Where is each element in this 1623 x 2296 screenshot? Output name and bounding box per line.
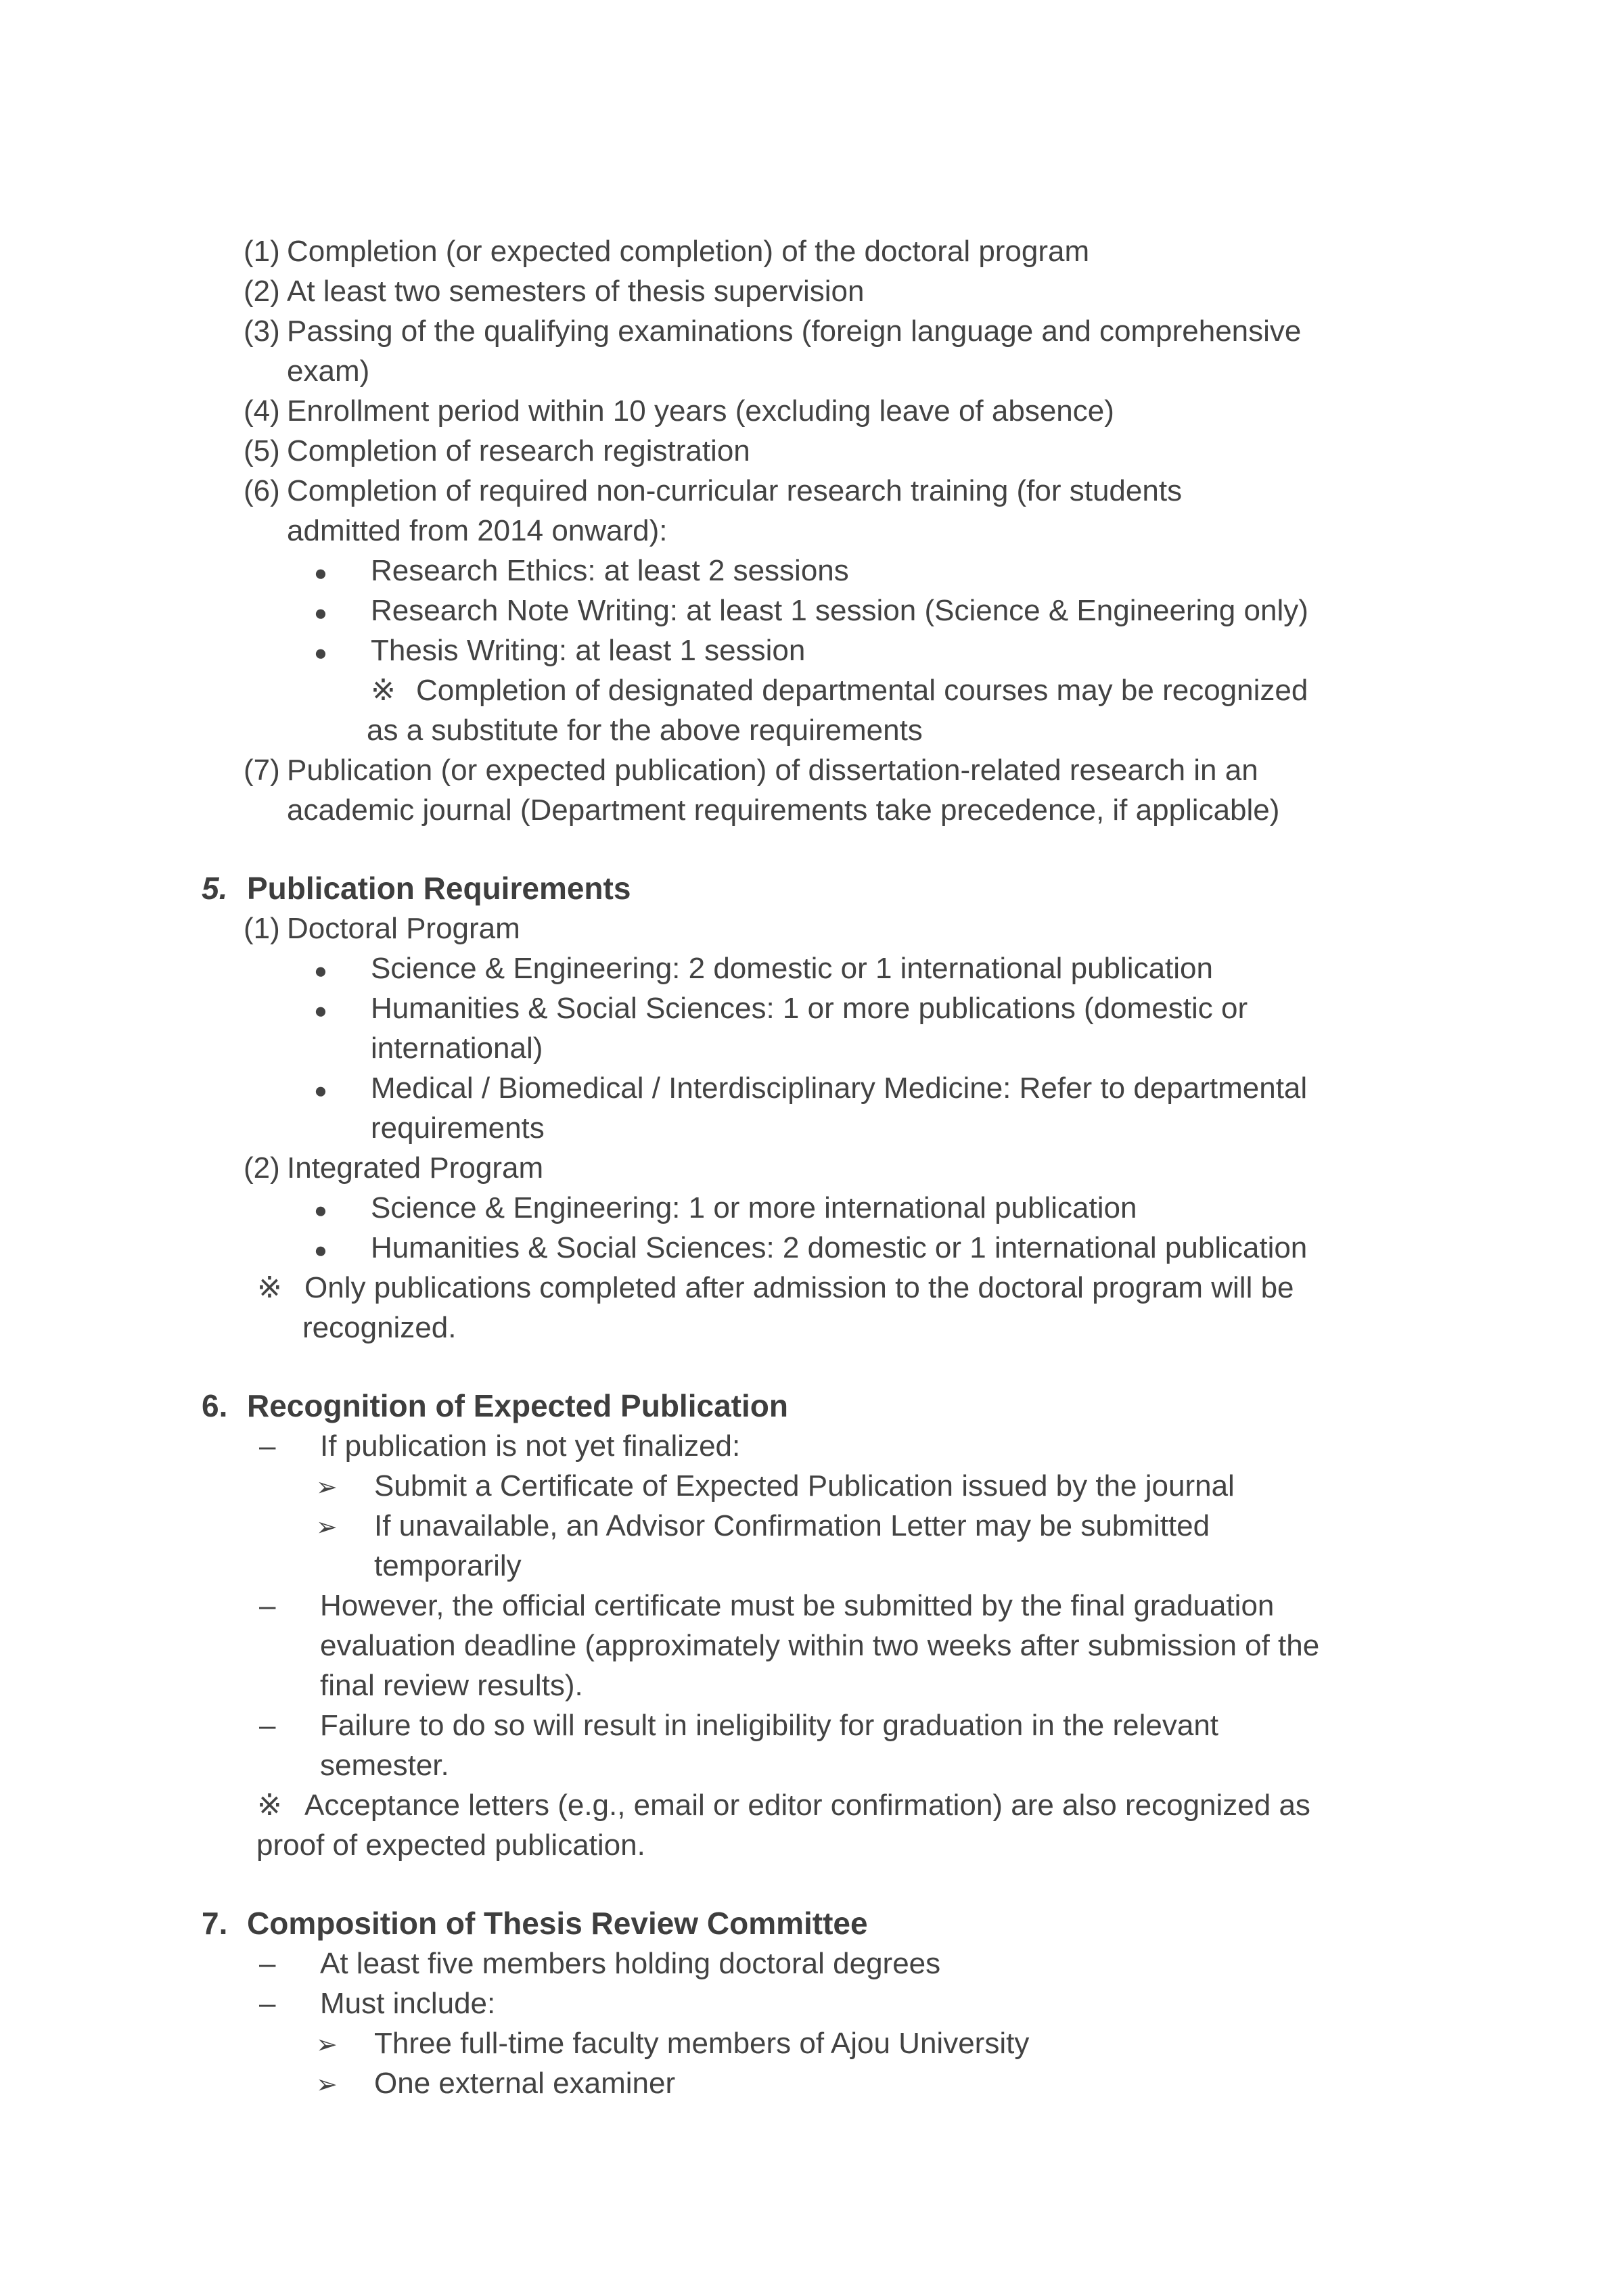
arrow-item [0,1506,1623,1546]
note-item-continued [0,1825,1623,1865]
item-text: Passing of the qualifying examinations (foreign language and comprehensive [287,315,1302,348]
arrow-item [0,2023,1623,2063]
note-item [0,1785,1623,1825]
arrow-icon: ➢ [316,1473,338,1502]
numbered-item-continued [0,511,1623,551]
bullet-item-continued [0,1028,1623,1068]
bullet-item [0,591,1623,630]
section-title: Publication Requirements [247,871,631,906]
item-text: Research Note Writing: at least 1 session (Science & Engineering only) [371,594,1308,627]
dash-icon: – [259,1947,276,1980]
dash-item [0,1426,1623,1466]
item-number: (2) [244,1151,280,1185]
item-number: (1) [244,235,280,268]
item-text: Medical / Biomedical / Interdisciplinary Medicine: Refer to departmental [371,1072,1308,1105]
numbered-item [0,271,1623,311]
item-text: temporarily [374,1549,522,1582]
item-text: At least two semesters of thesis supervision [287,275,865,308]
item-text: Acceptance letters (e.g., email or editor confirmation) are also recognized as [304,1789,1310,1822]
dash-icon: – [259,1429,276,1463]
item-text: Only publications completed after admission to the doctoral program will be [304,1271,1294,1304]
arrow-icon: ➢ [316,1513,338,1542]
item-text: One external examiner [374,2067,676,2100]
dash-item [0,1705,1623,1745]
bullet-icon: ● [314,998,327,1023]
item-number: (3) [244,315,280,348]
item-text: Humanities & Social Sciences: 1 or more publications (domestic or [371,992,1248,1025]
item-text: Three full-time faculty members of Ajou University [374,2027,1030,2060]
item-number: (1) [244,912,280,945]
item-text: Science & Engineering: 1 or more international publication [371,1191,1137,1224]
item-text: Completion (or expected completion) of the doctoral program [287,235,1090,268]
section-number: 6. [202,1388,228,1423]
bullet-item [0,948,1623,988]
numbered-item [0,391,1623,431]
numbered-item [0,431,1623,471]
item-text: academic journal (Department requirements take precedence, if applicable) [287,794,1280,827]
item-text: exam) [287,354,370,388]
item-text: admitted from 2014 onward): [287,514,668,547]
numbered-item-continued [0,790,1623,830]
bullet-item [0,1188,1623,1228]
numbered-item [0,231,1623,271]
dash-item [0,1983,1623,2023]
item-text: as a substitute for the above requirements [367,714,923,747]
numbered-item [0,471,1623,511]
item-text: Must include: [320,1987,496,2020]
item-text: At least five members holding doctoral degrees [320,1947,941,1980]
item-text: Completion of designated departmental courses may be recognized [416,674,1308,707]
dash-item [0,1586,1623,1626]
section-heading [0,1386,1623,1426]
item-text: requirements [371,1111,545,1145]
item-text: Submit a Certificate of Expected Publication issued by the journal [374,1469,1235,1502]
bullet-icon: ● [314,640,327,665]
section-title: Recognition of Expected Publication [247,1388,788,1423]
section-heading [0,1904,1623,1944]
item-text: semester. [320,1749,449,1782]
arrow-item-continued [0,1546,1623,1586]
arrow-item [0,1466,1623,1506]
item-text: Doctoral Program [287,912,520,945]
item-text: Completion of research registration [287,434,750,467]
dash-item-continued [0,1626,1623,1666]
item-text: Completion of required non-curricular research training (for students [287,474,1183,507]
item-number: (7) [244,754,280,787]
bullet-icon: ● [314,560,327,585]
item-number: (5) [244,434,280,467]
note-item [0,670,1623,710]
item-text: Research Ethics: at least 2 sessions [371,554,849,587]
bullet-icon: ● [314,1237,327,1262]
arrow-item [0,2063,1623,2103]
numbered-item [0,909,1623,948]
numbered-item [0,1148,1623,1188]
item-text: Failure to do so will result in ineligibility for graduation in the relevant [320,1709,1219,1742]
numbered-item [0,750,1623,790]
bullet-item [0,1068,1623,1108]
item-text: international) [371,1032,543,1065]
numbered-item-continued [0,351,1623,391]
item-text: Thesis Writing: at least 1 session [371,634,806,667]
reference-mark-icon: ※ [371,674,396,707]
reference-mark-icon: ※ [257,1271,282,1304]
item-number: (4) [244,394,280,428]
note-item [0,1268,1623,1308]
item-number: (2) [244,275,280,308]
bullet-item-continued [0,1108,1623,1148]
dash-icon: – [259,1709,276,1742]
item-text: However, the official certificate must be submitted by the final graduation [320,1589,1275,1622]
bullet-item [0,551,1623,591]
item-text: final review results). [320,1669,583,1702]
item-text: recognized. [302,1311,457,1344]
bullet-item [0,1228,1623,1268]
reference-mark-icon: ※ [257,1789,282,1822]
item-text: evaluation deadline (approximately within two weeks after submission of the [320,1629,1320,1662]
item-text: Enrollment period within 10 years (excluding leave of absence) [287,394,1114,428]
note-item-continued [0,1308,1623,1348]
section-title: Composition of Thesis Review Committee [247,1906,868,1941]
item-number: (6) [244,474,280,507]
bullet-item [0,988,1623,1028]
item-text: proof of expected publication. [256,1829,645,1862]
dash-icon: – [259,1987,276,2020]
item-text: Humanities & Social Sciences: 2 domestic or 1 international publication [371,1231,1308,1264]
dash-icon: – [259,1589,276,1622]
bullet-item [0,630,1623,670]
item-text: Science & Engineering: 2 domestic or 1 international publication [371,952,1213,985]
item-text: Publication (or expected publication) of dissertation-related research in an [287,754,1258,787]
arrow-icon: ➢ [316,2031,338,2059]
arrow-icon: ➢ [316,2071,338,2099]
item-text: Integrated Program [287,1151,544,1185]
dash-item [0,1944,1623,1983]
bullet-icon: ● [314,600,327,625]
section-heading [0,869,1623,909]
bullet-icon: ● [314,1078,327,1103]
section-number: 7. [202,1906,228,1941]
bullet-icon: ● [314,958,327,983]
dash-item-continued [0,1666,1623,1705]
dash-item-continued [0,1745,1623,1785]
section-number: 5. [202,871,228,906]
bullet-icon: ● [314,1197,327,1222]
numbered-item [0,311,1623,351]
item-text: If publication is not yet finalized: [320,1429,741,1463]
note-item-continued [0,710,1623,750]
item-text: If unavailable, an Advisor Confirmation Letter may be submitted [374,1509,1210,1542]
